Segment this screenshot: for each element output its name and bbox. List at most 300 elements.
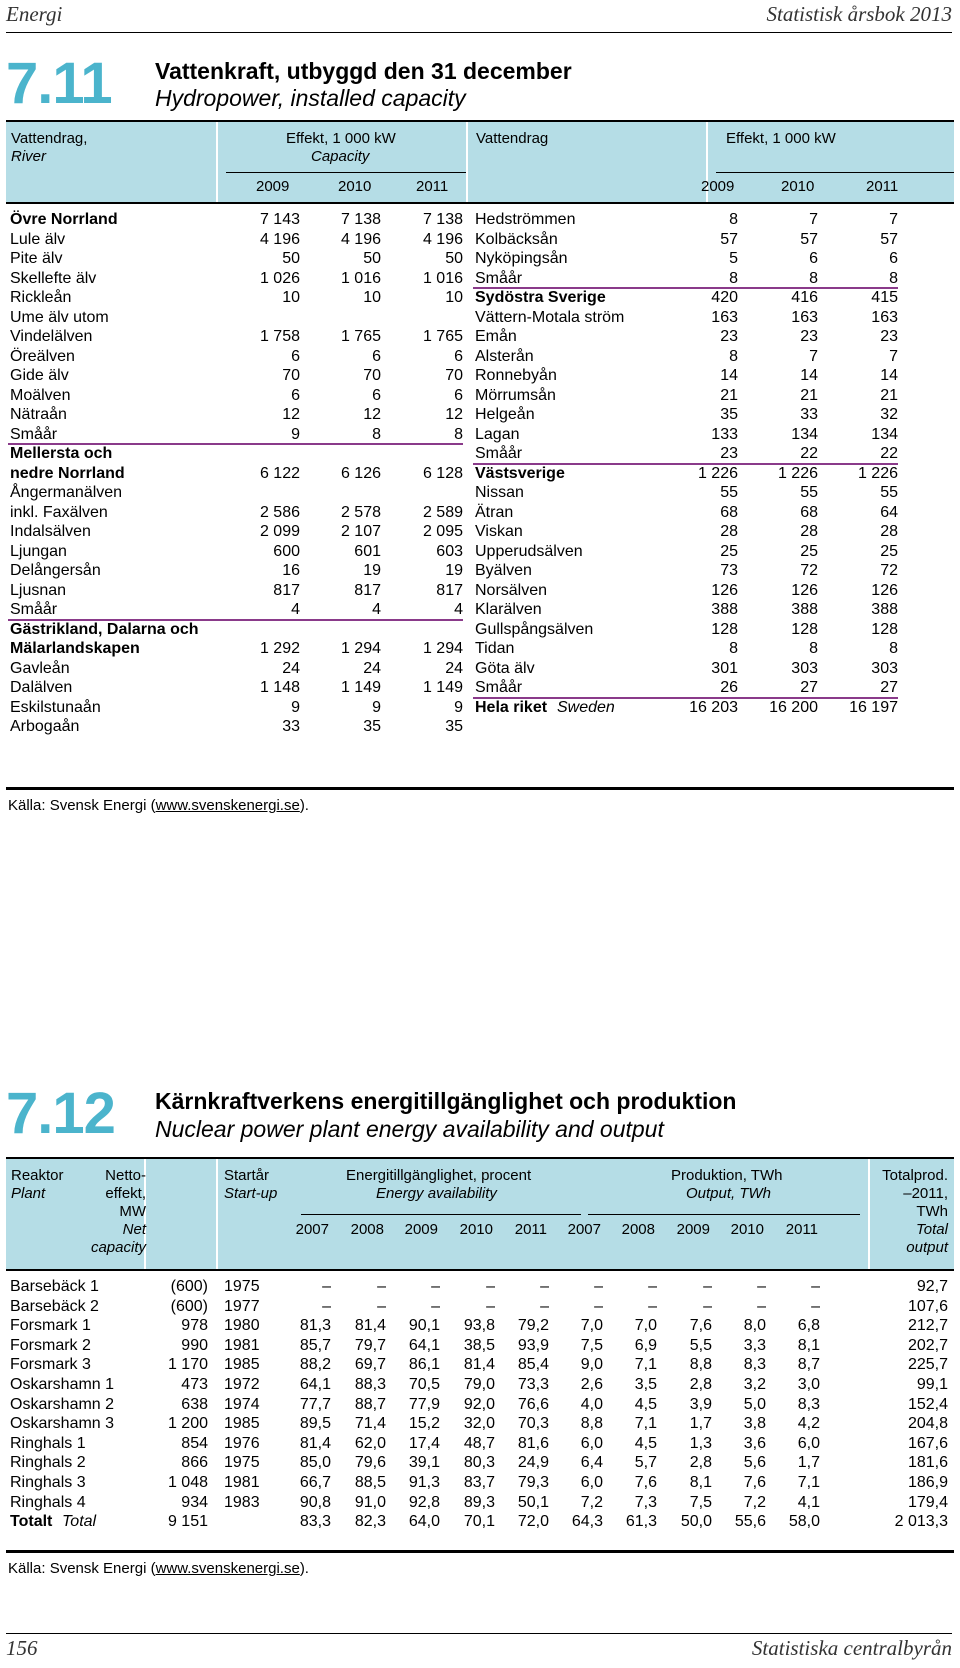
cell-value: 1 016 — [340, 269, 381, 287]
cell-value: 4 — [454, 601, 463, 618]
row-label: Gide älv — [10, 367, 69, 384]
net-capacity: 978 — [181, 1317, 208, 1335]
page-footer — [6, 1633, 952, 1664]
cell-value: 16 203 — [689, 698, 738, 716]
cell-value: 7 138 — [340, 211, 381, 228]
header-rule — [716, 172, 954, 173]
cell-value: 55 — [720, 484, 738, 501]
table-row — [0, 405, 960, 425]
row-label: Mälarlandskapen — [10, 640, 140, 657]
net-capacity: 638 — [181, 1395, 208, 1413]
output-value: 7,5 — [689, 1493, 712, 1511]
cell-value: 126 — [871, 581, 898, 599]
availability-value: 85,7 — [299, 1336, 331, 1354]
cell-value: 5 — [729, 250, 738, 267]
output-value: 8,8 — [689, 1356, 712, 1374]
cell-value: 163 — [871, 308, 898, 326]
cell-value: 9 — [454, 698, 463, 716]
row-label: Oskarshamn 2 — [10, 1395, 115, 1413]
output-value: 6,9 — [634, 1336, 657, 1354]
table-row — [0, 1355, 960, 1375]
cell-value: 1 148 — [259, 679, 300, 696]
table-row — [0, 483, 960, 503]
availability-value: 70,3 — [517, 1415, 549, 1433]
output-value: 7,3 — [634, 1493, 657, 1511]
availability-value: 81,4 — [463, 1356, 495, 1374]
row-label: Norsälven — [475, 581, 548, 599]
output-value: 3,2 — [743, 1376, 766, 1393]
col-effect-en: Capacity — [311, 148, 370, 165]
year-header: 2007 — [295, 1221, 329, 1238]
availability-value: 62,0 — [354, 1434, 386, 1452]
row-label: inkl. Faxälven — [10, 503, 108, 521]
year-header: 2009 — [256, 178, 290, 195]
cell-value: 8 — [454, 425, 463, 443]
cell-value: 9 — [372, 698, 381, 716]
cell-value: 4 — [372, 601, 381, 618]
cell-value: 73 — [720, 562, 738, 579]
cell-value: 8 — [729, 269, 738, 287]
row-label: Vindelälven — [10, 328, 93, 345]
row-label: Helgeån — [475, 406, 535, 423]
output-value: 64,3 — [571, 1513, 603, 1531]
row-label: Mellersta och — [10, 445, 113, 462]
year-header: 2011 — [785, 1221, 818, 1238]
availability-value: 69,7 — [354, 1356, 386, 1374]
table-row — [0, 308, 960, 328]
table-row — [0, 561, 960, 581]
col-plant-sv: Reaktor — [11, 1167, 64, 1184]
output-value: 2,8 — [689, 1376, 712, 1393]
year-header: 2011 — [866, 178, 899, 195]
output-value: 1,7 — [689, 1415, 712, 1433]
output-value: 3,3 — [743, 1336, 766, 1354]
cell-value: 24 — [282, 659, 300, 677]
cell-value: 1 765 — [340, 328, 381, 345]
total-output: 167,6 — [907, 1434, 948, 1452]
cell-value: 7 — [809, 211, 818, 228]
cell-value: 7 — [889, 347, 898, 365]
cell-value: 1 016 — [422, 269, 463, 287]
cell-value: 6 122 — [259, 464, 300, 482]
year-header: 2009 — [701, 178, 735, 195]
startup-year: 1981 — [224, 1336, 260, 1354]
row-label: Ringhals 4 — [10, 1493, 86, 1511]
output-value: 1,3 — [689, 1434, 712, 1452]
availability-value: – — [540, 1297, 549, 1315]
cell-value: 28 — [880, 523, 898, 540]
cell-value: 8 — [729, 211, 738, 228]
availability-value: 92,8 — [408, 1493, 440, 1511]
cell-value: 68 — [720, 503, 738, 521]
header-divider — [868, 1159, 870, 1269]
table-row — [0, 425, 960, 445]
availability-value: 88,7 — [354, 1395, 386, 1413]
col-startup-sv: Startår — [224, 1167, 270, 1184]
cell-value: 415 — [871, 289, 898, 306]
availability-value: 48,7 — [463, 1434, 495, 1452]
cell-value: 32 — [880, 406, 898, 423]
table-row — [0, 1375, 960, 1395]
cell-value: 19 — [363, 562, 381, 579]
row-label: Dalälven — [10, 679, 73, 696]
cell-value: 6 — [372, 347, 381, 365]
availability-value: 90,8 — [299, 1493, 331, 1511]
row-label: Ringhals 3 — [10, 1474, 86, 1491]
cell-value: 7 — [889, 211, 898, 228]
availability-value: – — [322, 1297, 331, 1315]
row-label-en: Sweden — [557, 698, 615, 716]
table-bottom-rule — [6, 1550, 954, 1553]
output-value: 2,6 — [580, 1376, 603, 1393]
availability-value: – — [431, 1278, 440, 1295]
cell-value: 2 578 — [340, 503, 381, 521]
output-value: – — [811, 1297, 820, 1315]
row-label: Småår — [10, 601, 58, 618]
row-label: Pite älv — [10, 250, 63, 267]
cell-value: 7 138 — [422, 211, 463, 228]
availability-value: 76,6 — [517, 1395, 549, 1413]
cell-value: 1 149 — [340, 679, 381, 696]
table-row — [0, 464, 960, 484]
col-output-en: Output, TWh — [686, 1185, 772, 1202]
output-value: 9,0 — [580, 1356, 603, 1374]
output-value: 5,0 — [743, 1395, 766, 1413]
cell-value: 21 — [720, 386, 738, 404]
row-label: Emån — [475, 328, 517, 345]
cell-value: 19 — [445, 562, 463, 579]
cell-value: 64 — [880, 503, 898, 521]
cell-value: 4 — [291, 601, 300, 618]
cell-value: 10 — [282, 289, 300, 306]
table-row — [0, 620, 960, 640]
row-label: Småår — [475, 269, 523, 287]
output-value: 4,5 — [634, 1434, 657, 1452]
table-row — [0, 600, 960, 620]
output-value: 3,5 — [634, 1376, 657, 1393]
startup-year: 1985 — [224, 1356, 260, 1374]
cell-value: 416 — [791, 289, 818, 306]
output-value: 7,0 — [634, 1317, 657, 1335]
group-separator — [473, 463, 898, 465]
cell-value: 8 — [729, 347, 738, 365]
row-label: Upperudsälven — [475, 542, 583, 560]
output-value: 4,0 — [580, 1395, 603, 1413]
row-label: Oskarshamn 3 — [10, 1415, 115, 1433]
cell-value: 126 — [791, 581, 818, 599]
output-value: 4,1 — [797, 1493, 820, 1511]
year-header: 2011 — [416, 178, 449, 195]
availability-value: 89,3 — [463, 1493, 495, 1511]
source-link[interactable]: www.svenskenergi.se — [155, 797, 300, 814]
cell-value: 33 — [282, 718, 300, 735]
cell-value: 25 — [800, 542, 818, 560]
cell-value: 126 — [711, 581, 738, 599]
total-output: 212,7 — [907, 1317, 948, 1335]
col-availability-sv: Energitillgänglighet, procent — [346, 1167, 532, 1184]
cell-value: 22 — [800, 445, 818, 462]
output-value: 7,6 — [634, 1474, 657, 1491]
availability-value: 77,9 — [408, 1395, 440, 1413]
cell-value: 14 — [880, 367, 898, 384]
row-label-en: Total — [62, 1513, 97, 1531]
cell-value: 2 095 — [422, 523, 463, 540]
col-total: Totalprod. — [882, 1167, 948, 1184]
table-header-band — [6, 1157, 954, 1271]
availability-value: 93,9 — [517, 1336, 549, 1354]
cell-value: 70 — [363, 367, 381, 384]
net-capacity: (600) — [170, 1297, 208, 1315]
output-value: 6,4 — [580, 1454, 603, 1472]
cell-value: 1 765 — [422, 328, 463, 345]
row-label: Alsterån — [475, 347, 534, 365]
row-label: Kolbäcksån — [475, 230, 558, 248]
startup-year: 1977 — [224, 1297, 260, 1315]
output-value: – — [703, 1297, 712, 1315]
output-value: – — [757, 1297, 766, 1315]
group-separator — [8, 619, 463, 621]
total-output: 202,7 — [907, 1336, 948, 1354]
availability-value: 85,4 — [517, 1356, 549, 1374]
cell-value: 68 — [800, 503, 818, 521]
cell-value: 1 292 — [259, 640, 300, 657]
total-output: 152,4 — [907, 1395, 948, 1413]
cell-value: 8 — [809, 269, 818, 287]
table-row — [0, 1316, 960, 1336]
year-header: 2008 — [350, 1221, 384, 1238]
output-value: 55,6 — [734, 1513, 766, 1531]
col-river-sv: Vattendrag, — [11, 130, 88, 147]
row-label: nedre Norrland — [10, 464, 125, 482]
cell-value: 70 — [282, 367, 300, 384]
cell-value: 12 — [282, 406, 300, 423]
row-label: Ringhals 2 — [10, 1454, 86, 1472]
row-label: Gullspångsälven — [475, 620, 594, 638]
year-header: 2010 — [730, 1221, 764, 1238]
cell-value: 27 — [800, 679, 818, 696]
row-label: Vättern-Motala ström — [475, 308, 625, 326]
col-total-en: output — [906, 1239, 948, 1256]
col-total-en: Total — [916, 1221, 948, 1238]
row-label: Småår — [475, 445, 523, 462]
header-rule — [301, 1214, 581, 1215]
cell-value: 6 128 — [422, 464, 463, 482]
section-name: Energi — [6, 2, 63, 26]
cell-value: 7 — [809, 347, 818, 365]
output-value: 5,5 — [689, 1336, 712, 1354]
output-value: 8,3 — [797, 1395, 820, 1413]
output-value: – — [703, 1278, 712, 1295]
cell-value: 2 107 — [340, 523, 381, 540]
cell-value: 133 — [711, 425, 738, 443]
cell-value: 601 — [354, 542, 381, 560]
col-effect-right: Effekt, 1 000 kW — [726, 130, 836, 147]
availability-value: 17,4 — [408, 1434, 440, 1452]
output-value: 4,2 — [797, 1415, 820, 1433]
cell-value: 23 — [800, 328, 818, 345]
availability-value: 72,0 — [517, 1513, 549, 1531]
output-value: 5,7 — [634, 1454, 657, 1472]
col-net-capacity-en: capacity — [90, 1239, 146, 1256]
row-label: Övre Norrland — [10, 211, 118, 228]
col-startup-en: Start-up — [224, 1185, 278, 1202]
net-capacity: 1 170 — [167, 1356, 208, 1374]
cell-value: 12 — [363, 406, 381, 423]
table-row — [0, 1395, 960, 1415]
cell-value: 1 226 — [777, 464, 818, 482]
availability-value: 79,6 — [354, 1454, 386, 1472]
output-value: 7,1 — [634, 1415, 657, 1433]
startup-year: 1985 — [224, 1415, 260, 1433]
page-number: 156 — [6, 1636, 38, 1660]
cell-value: 2 589 — [422, 503, 463, 521]
table-title: Kärnkraftverkens energitillgänglighet och produktion — [155, 1088, 737, 1114]
table-row — [0, 249, 960, 269]
output-value: 8,0 — [743, 1317, 766, 1335]
row-label: Hela riket — [475, 698, 548, 716]
row-label: Forsmark 2 — [10, 1336, 91, 1354]
row-label: Sydöstra Sverige — [475, 289, 606, 306]
cell-value: 21 — [880, 386, 898, 404]
row-label: Lagan — [475, 425, 520, 443]
header-rule — [226, 172, 466, 173]
availability-value: 88,5 — [354, 1474, 386, 1491]
output-value: 1,7 — [797, 1454, 820, 1472]
cell-value: 603 — [436, 542, 463, 560]
cell-value: 23 — [720, 328, 738, 345]
availability-value: 91,0 — [354, 1493, 386, 1511]
availability-value: – — [486, 1297, 495, 1315]
table-header-band — [6, 120, 954, 204]
cell-value: 600 — [273, 542, 300, 560]
cell-value: 8 — [729, 640, 738, 657]
col-plant-en: Plant — [11, 1185, 46, 1202]
row-label: Ringhals 1 — [10, 1434, 86, 1452]
availability-value: – — [540, 1278, 549, 1295]
header-rule — [588, 1214, 860, 1215]
availability-value: – — [486, 1278, 495, 1295]
row-label: Skellefte älv — [10, 269, 97, 287]
net-capacity: 1 048 — [167, 1474, 208, 1491]
net-capacity: 866 — [181, 1454, 208, 1472]
col-output-sv: Produktion, TWh — [671, 1167, 783, 1184]
output-value: 7,6 — [743, 1474, 766, 1491]
net-capacity: 854 — [181, 1434, 208, 1452]
table-row — [0, 678, 960, 698]
cell-value: 8 — [372, 425, 381, 443]
output-value: 2,8 — [689, 1454, 712, 1472]
availability-value: – — [377, 1297, 386, 1315]
row-label: Ljusnan — [10, 581, 67, 599]
total-output: 181,6 — [907, 1454, 948, 1472]
row-label: Viskan — [475, 523, 523, 540]
year-header: 2011 — [514, 1221, 547, 1238]
net-capacity: 934 — [181, 1493, 208, 1511]
table-row — [0, 444, 960, 464]
output-value: 7,1 — [634, 1356, 657, 1374]
cell-value: 9 — [291, 698, 300, 716]
header-divider — [216, 122, 218, 202]
cell-value: 28 — [800, 523, 818, 540]
year-header: 2008 — [621, 1221, 655, 1238]
cell-value: 1 226 — [697, 464, 738, 482]
cell-value: 8 — [889, 269, 898, 287]
row-label: Gavleån — [10, 659, 70, 677]
output-value: 7,5 — [580, 1336, 603, 1354]
cell-value: 4 196 — [259, 230, 300, 248]
cell-value: 33 — [800, 406, 818, 423]
cell-value: 57 — [880, 230, 898, 248]
table-number: 7.11 — [6, 51, 112, 116]
col-total: TWh — [916, 1203, 948, 1220]
output-value: 7,0 — [580, 1317, 603, 1335]
col-availability-en: Energy availability — [376, 1185, 497, 1202]
table-row — [0, 327, 960, 347]
output-value: 3,0 — [797, 1376, 820, 1393]
cell-value: 50 — [363, 250, 381, 267]
startup-year: 1975 — [224, 1454, 260, 1472]
output-value: 50,0 — [680, 1513, 712, 1531]
cell-value: 134 — [871, 425, 898, 443]
cell-value: 72 — [880, 562, 898, 579]
cell-value: 128 — [711, 620, 738, 638]
net-capacity: 990 — [181, 1336, 208, 1354]
startup-year: 1981 — [224, 1474, 260, 1491]
row-label: Ångermanälven — [10, 484, 123, 501]
col-net-capacity-en: Net — [122, 1221, 146, 1238]
cell-value: 6 126 — [340, 464, 381, 482]
source-link[interactable]: www.svenskenergi.se — [155, 1560, 300, 1577]
group-separator — [473, 697, 898, 699]
output-value: 61,3 — [625, 1513, 657, 1531]
output-value: – — [757, 1278, 766, 1295]
table-row — [0, 347, 960, 367]
availability-value: 77,7 — [299, 1395, 331, 1413]
row-label: Ljungan — [10, 542, 67, 560]
table-number: 7.12 — [6, 1081, 115, 1146]
cell-value: 70 — [445, 367, 463, 384]
cell-value: 1 226 — [857, 464, 898, 482]
cell-value: 1 294 — [422, 640, 463, 657]
output-value: 6,0 — [580, 1434, 603, 1452]
total-output: 204,8 — [907, 1415, 948, 1433]
table-row — [0, 230, 960, 250]
total-output: 107,6 — [907, 1297, 948, 1315]
availability-value: 90,1 — [408, 1317, 440, 1335]
output-value: 7,2 — [743, 1493, 766, 1511]
publication-name: Statistisk årsbok 2013 — [766, 2, 952, 26]
startup-year: 1983 — [224, 1493, 260, 1511]
cell-value: 301 — [711, 659, 738, 677]
row-label: Indalsälven — [10, 523, 91, 540]
cell-value: 303 — [791, 659, 818, 677]
row-label: Forsmark 3 — [10, 1356, 91, 1374]
availability-value: 79,0 — [463, 1376, 495, 1393]
total-output: 99,1 — [916, 1376, 948, 1393]
cell-value: 388 — [871, 601, 898, 618]
availability-value: 85,0 — [299, 1454, 331, 1472]
cell-value: 6 — [809, 250, 818, 267]
cell-value: 50 — [282, 250, 300, 267]
table-row — [0, 366, 960, 386]
row-label: Ronnebyån — [475, 367, 557, 384]
table-row — [0, 1473, 960, 1493]
availability-value: 88,3 — [354, 1376, 386, 1393]
availability-value: 79,3 — [517, 1474, 549, 1491]
output-value: 7,2 — [580, 1493, 603, 1511]
output-value: 6,0 — [580, 1474, 603, 1491]
row-label: Oskarshamn 1 — [10, 1376, 115, 1393]
